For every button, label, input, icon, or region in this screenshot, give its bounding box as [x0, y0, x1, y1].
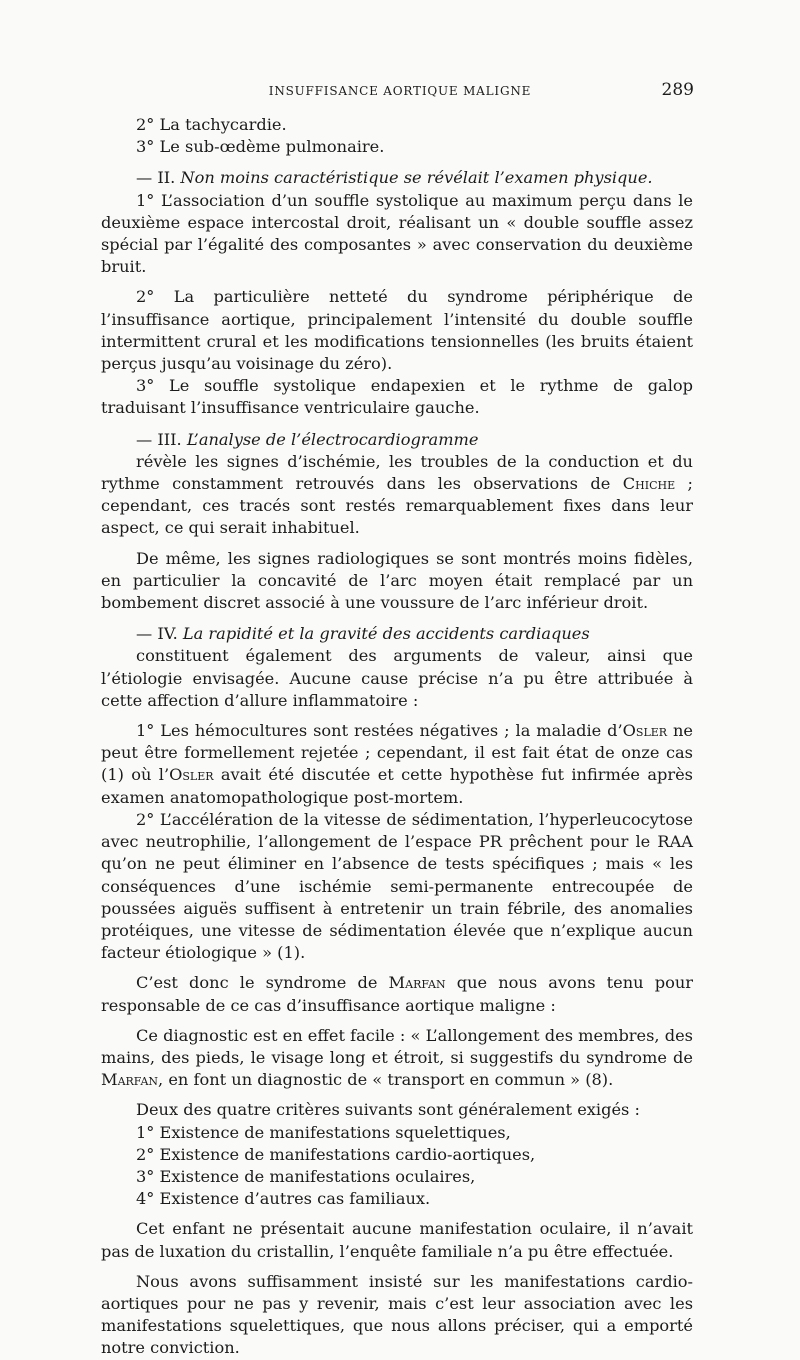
paragraph: 1° L’association d’un souffle systolique au maximum perçu dans le deuxième espace intercostal droit, réalisant un « double souffle assez spécial par l’égalité des composantes » avec conservation du deuxième bruit.: [101, 190, 693, 277]
running-title: INSUFFISANCE AORTIQUE MALIGNE: [268, 84, 532, 98]
paragraph: 3° Le souffle systolique endapexien et le rythme de galop traduisant l’insuffisance ventriculaire gauche.: [101, 376, 693, 418]
author-name: Osler: [169, 765, 214, 785]
paragraph: Ce diagnostic est en effet facile : « L’allongement des membres, des mains, des pieds, le visage long et étroit, si suggestifs du syndrome de Marfan, en font un diagnostic de « transport en commun » (8).: [101, 1025, 693, 1090]
page-body: [101, 114, 693, 1360]
section-heading-iv: [101, 623, 693, 645]
section-title: L’analyse de l’électrocardiogramme: [186, 429, 479, 449]
author-name: Marfan: [101, 1070, 159, 1090]
paragraph: Cet enfant ne présentait aucune manifestation oculaire, il n’avait pas de luxation du cristallin, l’enquête familiale n’a pu être effectuée.: [101, 1219, 693, 1261]
section-number: — II.: [136, 168, 181, 188]
paragraph: révèle les signes d’ischémie, les troubles de la conduction et du rythme constamment retrouvés dans les observations de Chiche ; cependant, ces tracés sont restés remarquablement fixes dans leur aspect, ce qui serait inhabituel.: [101, 451, 693, 538]
list-item: 3° Le sub-œdème pulmonaire.: [136, 137, 385, 157]
section-title: La rapidité et la gravité des accidents cardiaques: [182, 624, 590, 644]
section-heading-ii: [101, 167, 693, 189]
list-item: 4° Existence d’autres cas familiaux.: [136, 1189, 431, 1209]
author-name: Marfan: [388, 973, 446, 993]
section-number: — IV.: [136, 624, 183, 644]
page-number: 289: [661, 80, 694, 100]
paragraph: constituent également des arguments de valeur, ainsi que l’étiologie envisagée. Aucune cause précise n’a pu être attribuée à cette affection d’allure inflammatoire :: [101, 646, 693, 710]
section-heading-iii: [101, 429, 693, 451]
list-item: 2° La tachycardie.: [136, 115, 287, 134]
paragraph: Nous avons suffisamment insisté sur les manifestations cardio-aortiques pour ne pas y revenir, mais c’est leur association avec les manifestations squelettiques, que nous allons préciser, qui a emporté notre conviction.: [101, 1271, 693, 1358]
list-item: 1° Existence de manifestations squelettiques,: [136, 1122, 511, 1142]
paragraph: Deux des quatre critères suivants sont généralement exigés :: [136, 1100, 640, 1120]
paragraph: 2° La particulière netteté du syndrome périphérique de l’insuffisance aortique, principalement l’intensité du double souffle intermittent crural et les modifications tensionnelles (les bruits étaient perçus jusqu’au voisinage du zéro).: [101, 287, 693, 374]
list-item: 3° Existence de manifestations oculaires,: [136, 1166, 476, 1186]
paragraph: C’est donc le syndrome de Marfan que nous avons tenu pour responsable de ce cas d’insuffisance aortique maligne :: [101, 973, 694, 1015]
paragraph: 1° Les hémocultures sont restées négatives ; la maladie d’Osler ne peut être formellement rejetée ; cependant, il est fait état de onze cas (1) où l’Osler avait été discutée et cette hypothèse fut infirmée après examen anatomopathologique post-mortem.: [101, 721, 693, 807]
paragraph: De même, les signes radiologiques se sont montrés moins fidèles, en particulier la concavité de l’arc moyen était remplacé par un bombement discret associé à une voussure de l’arc inférieur droit.: [101, 548, 693, 613]
section-number: — III.: [136, 429, 187, 449]
page-header: [100, 82, 700, 102]
author-name: Chiche: [622, 474, 676, 494]
section-title: Non moins caractéristique se révélait l’examen physique.: [180, 168, 653, 188]
list-item: 2° Existence de manifestations cardio-aortiques,: [136, 1144, 536, 1164]
author-name: Osler: [622, 721, 668, 741]
paragraph: 2° L’accélération de la vitesse de sédimentation, l’hyperleucocytose avec neutrophilie, l’allongement de l’espace PR prêchent pour le RAA qu’on ne peut éliminer en l’absence de tests spécifiques ; mais « les conséquences d’une ischémie semi-permanente entrecoupée de poussées aiguës suffisent à entretenir un train fébrile, des anomalies protéiques, une vitesse de sédimentation élevée que n’explique aucun facteur étiologique » (1).: [101, 809, 693, 963]
